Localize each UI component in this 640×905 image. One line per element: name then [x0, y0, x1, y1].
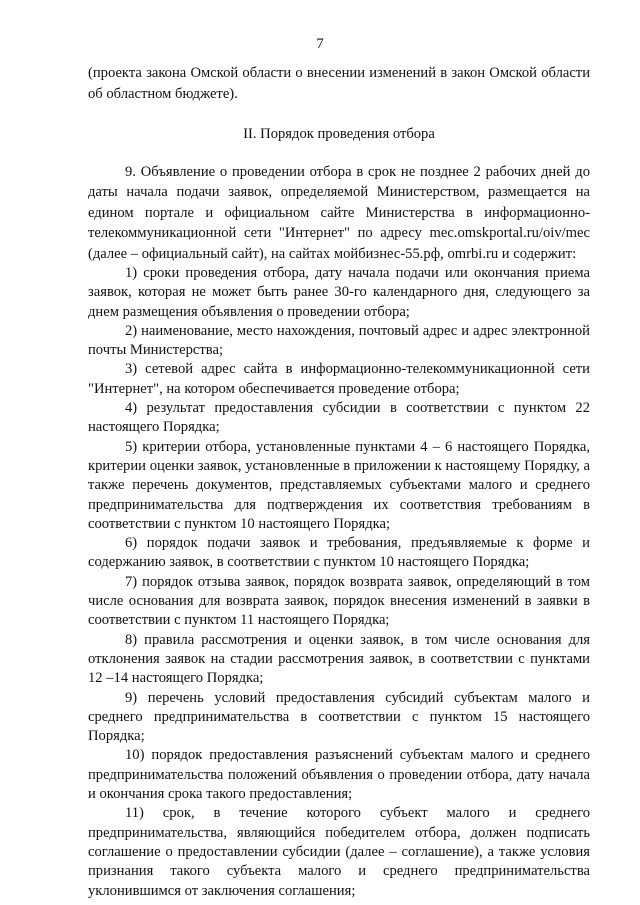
page-number: 7: [316, 36, 324, 52]
list-item-1: 1) сроки проведения отбора, дату начала подачи или окончания приема заявок, которая не может быть ранее 30-го календарного дня, следующего за днем размещения объявления о проведении отбора;: [88, 265, 590, 320]
list-item-11: 11) срок, в течение которого субъект малого и среднего предпринимательства, являющийся победителем отбора, должен подписать соглашение о предоставлении субсидии (далее – соглашение), а также условия признания такого субъекта малого и среднего предпринимательства уклонившимся от заключения соглашения;: [88, 805, 590, 899]
main-paragraph: 9. Объявление о проведении отбора в срок не позднее 2 рабочих дней до даты начала подачи заявок, определяемой Министерством, размещается на едином портале и официальном сайте Министерства в информационно-телекоммуникационной сети "Интернет" по адресу mec.omskportal.ru/oiv/mec (далее – официальный сайт), на сайтах мойбизнес-55.рф, omrbi.ru и содержит:: [88, 163, 590, 262]
list-item-10: 10) порядок предоставления разъяснений субъектам малого и среднего предпринимательства положений объявления о проведении отбора, дату начала и окончания срока такого предоставления;: [88, 747, 590, 803]
list-item-4: 4) результат предоставления субсидии в соответствии с пунктом 22 настоящего Порядка;: [88, 400, 590, 436]
list-item-3: 3) сетевой адрес сайта в информационно-телекоммуникационной сети "Интернет", на котором обеспечивается проведение отбора;: [88, 361, 590, 397]
intro-paragraph: (проекта закона Омской области о внесении изменений в закон Омской области об областном бюджете).: [88, 65, 590, 102]
section-heading: II. Порядок проведения отбора: [243, 126, 435, 142]
list-item-7: 7) порядок отзыва заявок, порядок возврата заявок, определяющий в том числе основания для возврата заявок, порядок внесения изменений в заявки в соответствии с пунктом 11 настоящего Порядка;: [88, 573, 590, 629]
list-item-9: 9) перечень условий предоставления субсидий субъектам малого и среднего предпринимательства в соответствии с пунктом 15 настоящего Порядка;: [88, 689, 590, 745]
document-body: [88, 63, 590, 901]
list-item-2: 2) наименование, место нахождения, почтовый адрес и адрес электронной почты Министерства;: [88, 322, 590, 359]
list-item-6: 6) порядок подачи заявок и требования, предъявляемые к форме и содержанию заявок, в соответствии с пунктом 10 настоящего Порядка;: [88, 535, 590, 571]
list-item-5: 5) критерии отбора, установленные пунктами 4 – 6 настоящего Порядка, критерии оценки заявок, установленные в приложении к настоящему Порядку, а также перечень документов, представляемых субъектами малого и среднего предпринимательства для подтверждения их соответствия требованиям в соответствии с пунктом 10 настоящего Порядка;: [88, 438, 590, 532]
list-item-8: 8) правила рассмотрения и оценки заявок, в том числе основания для отклонения заявок на стадии рассмотрения заявок, в соответствии с пунктами 12 –14 настоящего Порядка;: [88, 631, 590, 687]
